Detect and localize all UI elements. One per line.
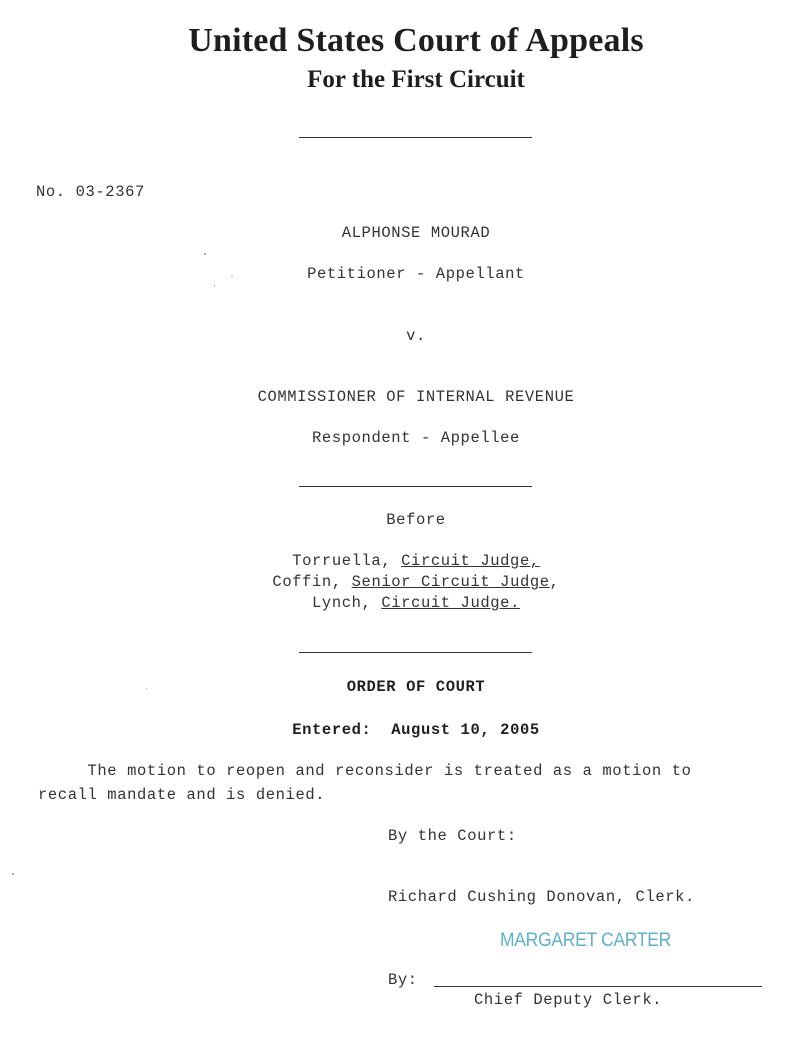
order-heading: ORDER OF COURT <box>346 678 486 696</box>
judge-line <box>0 573 800 591</box>
order-body-line-2: recall mandate and is denied. <box>38 786 326 804</box>
petitioner-name: ALPHONSE MOURAD <box>341 224 491 242</box>
entered-label: Entered: <box>292 721 372 739</box>
court-title: United States Court of Appeals <box>188 22 644 59</box>
signature-stamp: MARGARET CARTER <box>500 930 672 951</box>
judge-name: Torruella, <box>292 552 402 570</box>
scan-speck <box>12 873 14 875</box>
versus-label: v. <box>406 327 426 345</box>
petitioner-role: Petitioner - Appellant <box>307 265 525 283</box>
order-body-line-1: The motion to reopen and reconsider is treated as a motion to <box>38 762 692 780</box>
respondent-name: COMMISSIONER OF INTERNAL REVENUE <box>257 388 575 406</box>
divider-bottom <box>299 652 532 653</box>
by-label: By: <box>388 971 418 989</box>
scan-speck <box>146 688 147 689</box>
entered-line <box>0 721 800 739</box>
circuit-subtitle: For the First Circuit <box>307 66 525 93</box>
judge-title: Circuit Judge, <box>401 552 540 570</box>
divider-top <box>299 137 532 138</box>
scan-speck <box>204 253 206 255</box>
judge-line <box>0 594 800 612</box>
judge-name: Lynch, <box>312 594 382 612</box>
signature-line <box>434 986 762 987</box>
entered-date: August 10, 2005 <box>391 721 540 739</box>
clerk-name: Richard Cushing Donovan, Clerk. <box>388 888 695 906</box>
case-number: No. 03-2367 <box>36 183 145 201</box>
deputy-title: Chief Deputy Clerk. <box>474 991 663 1009</box>
by-the-court: By the Court: <box>388 827 517 845</box>
respondent-role: Respondent - Appellee <box>312 429 520 447</box>
before-label: Before <box>386 511 446 529</box>
scan-speck <box>231 276 233 277</box>
judge-name: Coffin, <box>272 573 352 591</box>
judge-title: Senior Circuit Judge <box>351 573 550 591</box>
judge-title: Circuit Judge. <box>381 594 520 612</box>
judge-line <box>0 552 800 570</box>
divider-middle <box>299 486 532 487</box>
scan-speck <box>214 285 215 287</box>
judge-suffix: , <box>549 573 560 591</box>
